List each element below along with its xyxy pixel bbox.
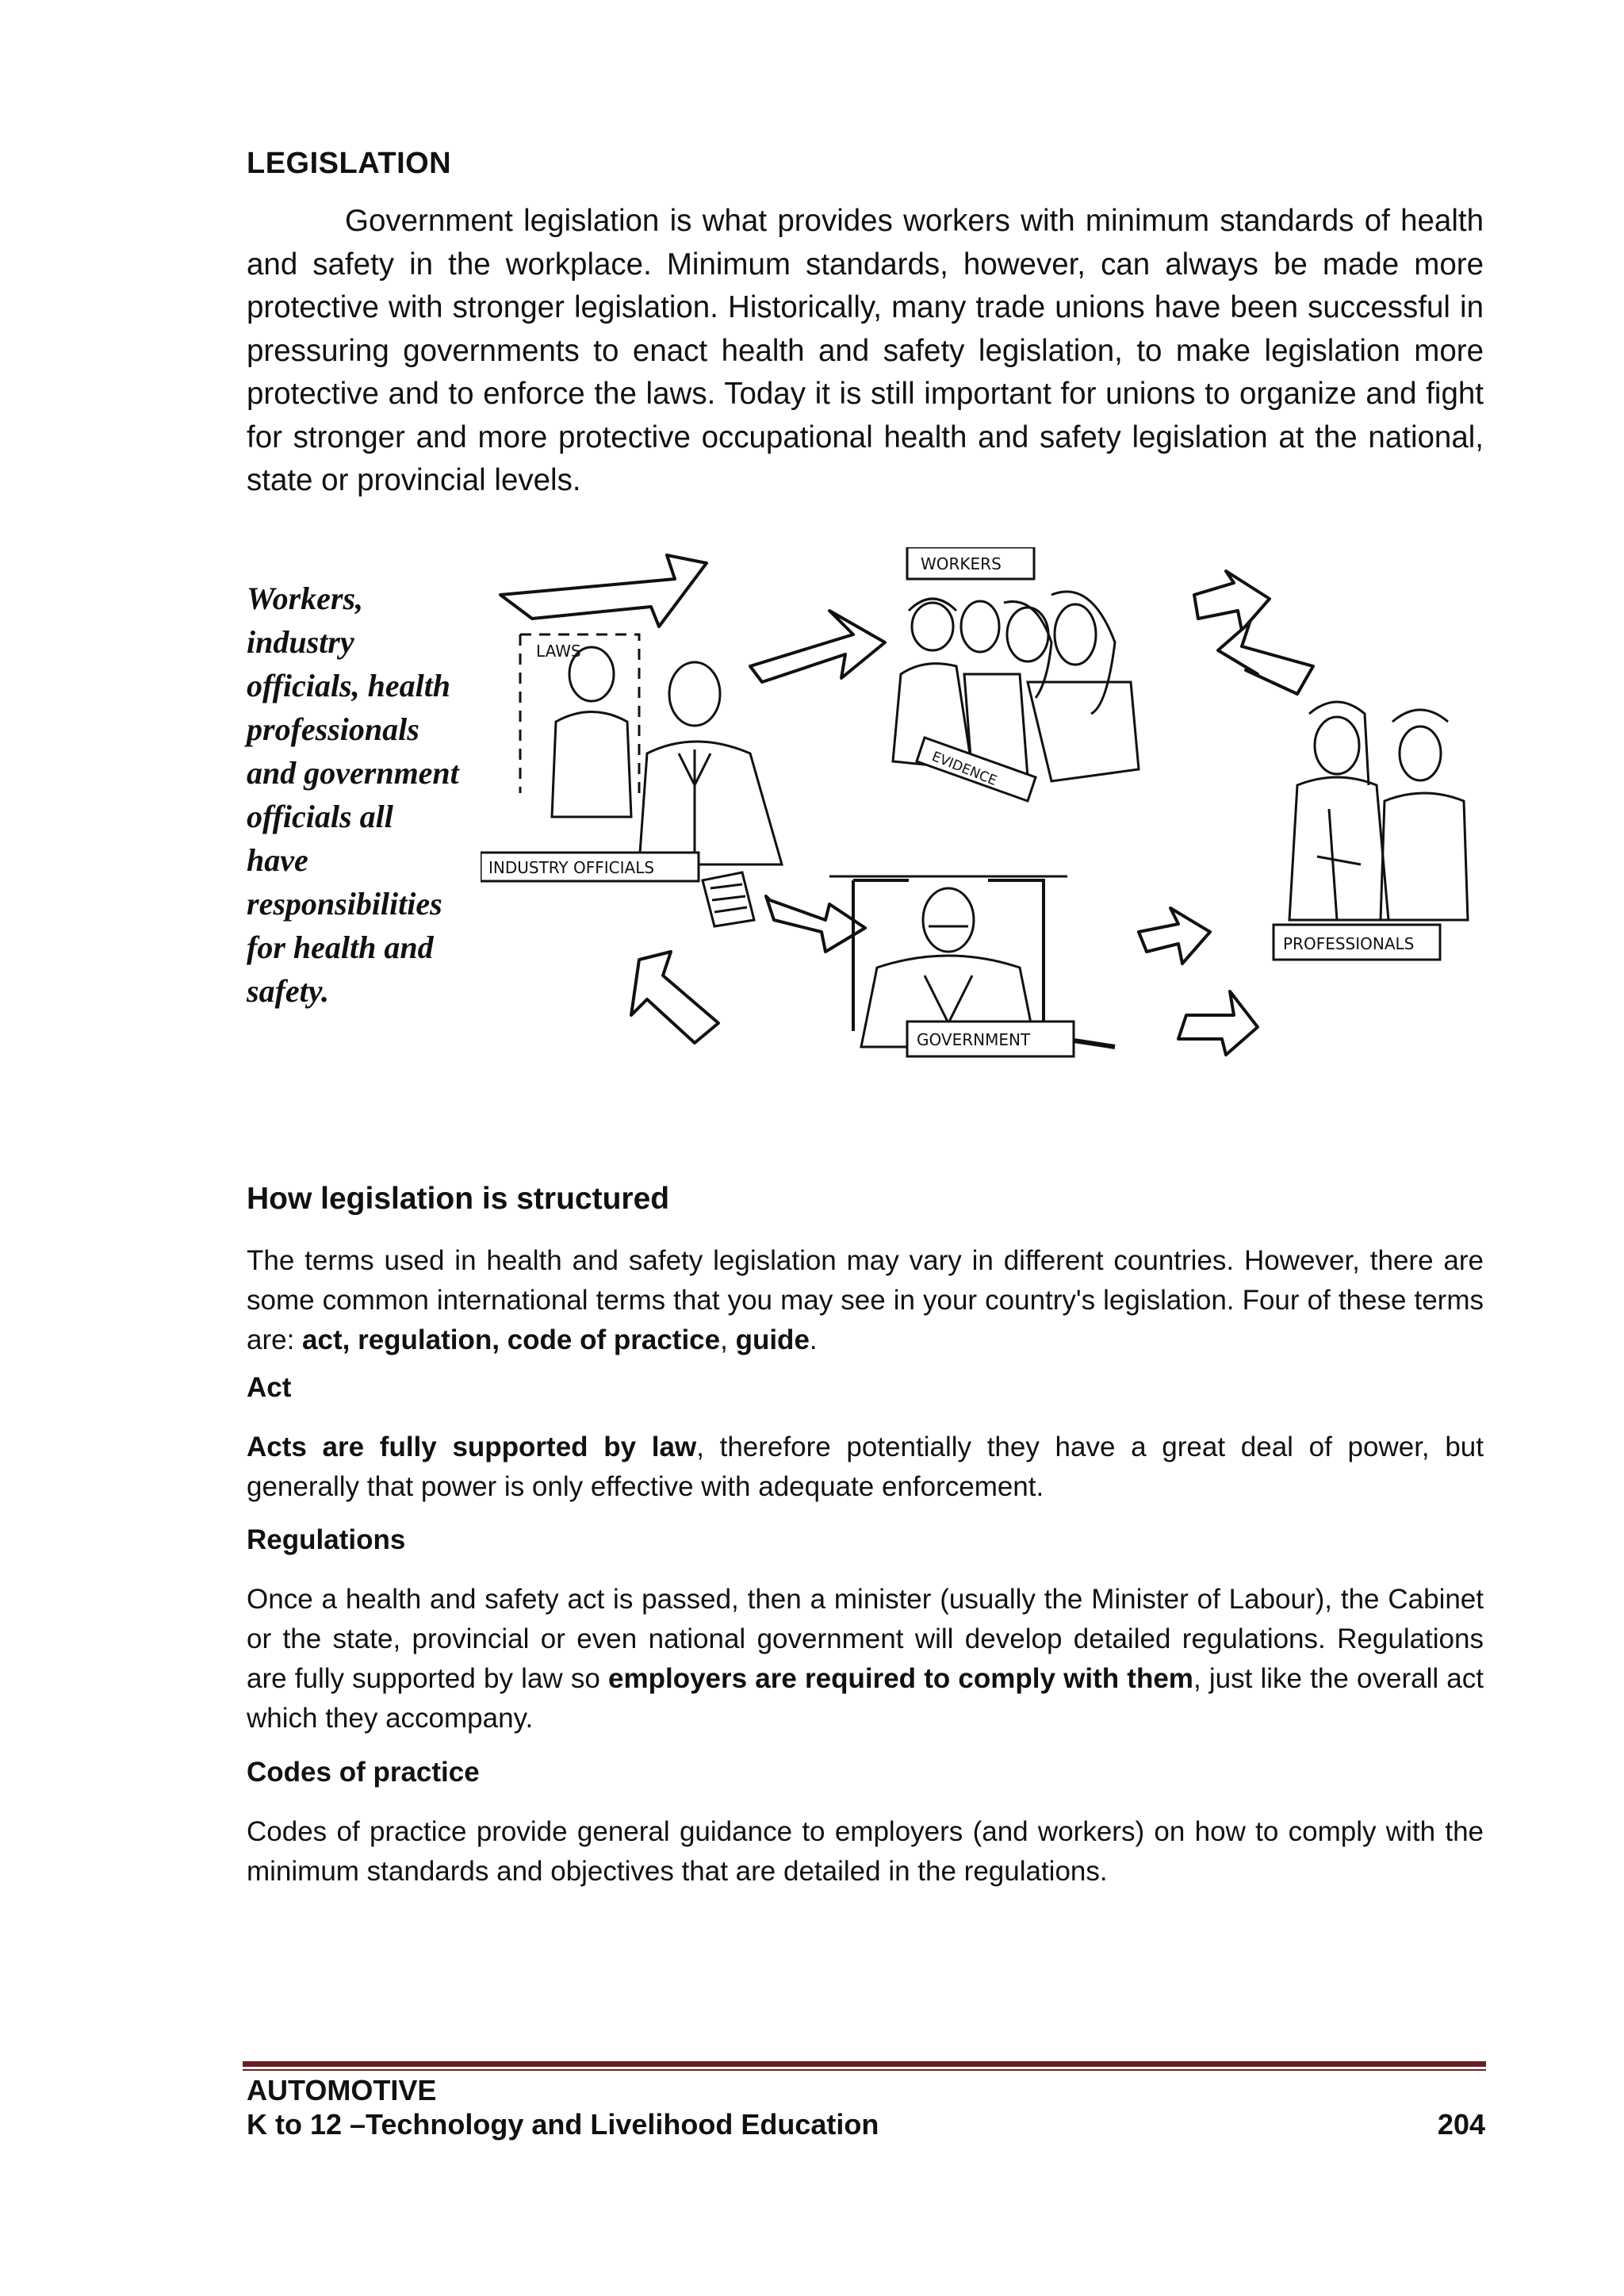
regulations-paragraph bbox=[247, 1580, 1484, 1738]
professionals-figures bbox=[1289, 702, 1468, 920]
regulations-bold: employers are required to comply with them bbox=[608, 1663, 1193, 1694]
figure-caption: Workers, industry officials, health professionals and government officials all have responsibilities for health and safety. bbox=[247, 581, 459, 1009]
arrow-icon bbox=[750, 611, 885, 682]
act-text: , therefore potentially they have a great deal of power, but generally that power is only effective with adequate enforcement. bbox=[247, 1432, 1484, 1502]
stakeholder-diagram bbox=[481, 547, 1473, 1071]
codes-paragraph: Codes of practice provide general guidance to employers (and workers) on how to comply with the minimum standards and objectives that are detailed in the regulations. bbox=[247, 1816, 1484, 1887]
intro-paragraph bbox=[247, 200, 1484, 503]
structure-intro-text: The terms used in health and safety legislation may vary in different countries. However, there are some common international terms that you may see in your country's legislation. Four of these terms are: bbox=[247, 1245, 1484, 1355]
intro-text: Government legislation is what provides workers with minimum standards of health and safety in the workplace. Minimum standards, however, can always be made more protective with stronger legislation. Historically, many trade unions have been successful in pressuring governments to enact health and safety legislation, to make legislation more protective and to enforce the laws. Today it is still important for unions to organize and fight for stronger and more protective occupational health and safety legislation at the national, state or provincial levels. bbox=[247, 204, 1484, 497]
arrow-icon bbox=[1218, 623, 1313, 694]
act-paragraph bbox=[247, 1428, 1484, 1507]
arrow-icon bbox=[1194, 571, 1270, 631]
evidence-label: EVIDENCE bbox=[929, 749, 999, 790]
government-label: GOVERNMENT bbox=[917, 1030, 1031, 1049]
laws-label: LAWS bbox=[536, 642, 581, 661]
codes-heading: Codes of practice bbox=[247, 1757, 480, 1788]
arrow-icon bbox=[500, 555, 707, 627]
structure-intro-separator: , bbox=[720, 1324, 736, 1355]
regulations-text: Once a health and safety act is passed, then a minister (usually the Minister of Labour), the Cabinet or the state, provincial or even national government will develop detailed regulations. Regulations are fully supported by law so bbox=[247, 1584, 1484, 1694]
arrow-icon bbox=[766, 896, 865, 952]
act-heading: Act bbox=[247, 1372, 292, 1403]
footer-rule bbox=[243, 2061, 1486, 2067]
arrow-icon bbox=[1139, 908, 1210, 964]
structure-intro-paragraph bbox=[247, 1241, 1484, 1360]
footer-subject: AUTOMOTIVE bbox=[247, 2074, 437, 2106]
structure-intro-guide: guide bbox=[735, 1324, 810, 1355]
footer-course: K to 12 –Technology and Livelihood Education bbox=[247, 2108, 879, 2141]
regulations-heading: Regulations bbox=[247, 1524, 406, 1555]
stakeholder-illustration bbox=[481, 547, 1473, 1071]
structure-heading: How legislation is structured bbox=[247, 1182, 670, 1216]
footer-rule-thin bbox=[243, 2069, 1486, 2071]
professionals-label: PROFESSIONALS bbox=[1283, 934, 1415, 953]
regulations-end: , just like the overall act which they accompany. bbox=[247, 1663, 1484, 1734]
workers-label: WORKERS bbox=[921, 554, 1002, 573]
arrow-icon bbox=[631, 952, 718, 1043]
industry-officials-label: INDUSTRY OFFICIALS bbox=[488, 858, 655, 877]
arrow-icon bbox=[1178, 991, 1258, 1055]
section-title: LEGISLATION bbox=[247, 147, 452, 180]
structure-intro-end: . bbox=[809, 1324, 818, 1355]
page-number: 204 bbox=[1437, 2108, 1485, 2141]
act-bold-lead: Acts are fully supported by law bbox=[247, 1432, 697, 1462]
structure-intro-terms: act, regulation, code of practice bbox=[302, 1324, 721, 1355]
industry-officials-figures bbox=[520, 634, 782, 926]
workers-figures bbox=[893, 592, 1139, 801]
